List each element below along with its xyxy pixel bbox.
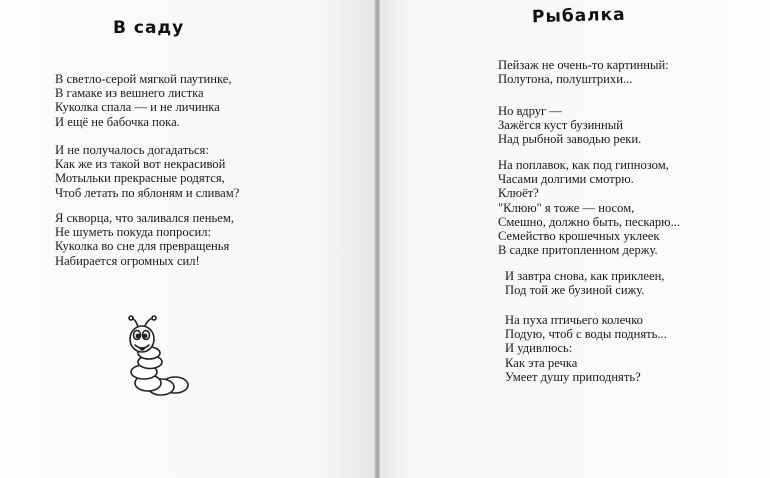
poem-line: И ещё не бабочка пока.: [55, 114, 180, 129]
poem-line: Семейство крошечных уклеек: [498, 229, 660, 244]
poem-line: Не шуметь покуда попросил:: [55, 225, 212, 240]
poem-line: Как эта речка: [505, 355, 578, 370]
poem-line: И удивлюсь:: [505, 341, 573, 356]
poem-line: В садке притопленном держу.: [498, 243, 658, 258]
poem-title-right: Рыбалка: [531, 4, 626, 28]
poem-line: Куколка во сне для превращенья: [55, 239, 230, 254]
caterpillar-illustration: [118, 315, 198, 400]
stanza-right-4: [505, 269, 664, 297]
poem-line: Смешно, должно быть, пескарю...: [498, 214, 681, 229]
stanza-right-2: [498, 104, 641, 147]
poem-line: В светло-серой мягкой паутинке,: [55, 72, 232, 86]
poem-line: Как же из такой вот некрасивой: [55, 157, 226, 172]
poem-line: "Клюю" я тоже — носом,: [498, 200, 635, 215]
stanza-right-5: [505, 313, 667, 384]
stanza-left-3: [55, 211, 234, 268]
poem-line: Куколка спала — и не личинка: [55, 100, 220, 115]
poem-line: Полутона, полуштрихи...: [498, 72, 633, 87]
poem-line: На поплавок, как под гипнозом,: [498, 158, 669, 172]
poem-line: Зажёгся куст бузинный: [498, 118, 623, 133]
poem-line: Набирается огромных сил!: [55, 253, 200, 268]
stanza-right-1: [498, 58, 669, 86]
poem-line: Умеет душу приподнять?: [505, 369, 641, 384]
poem-line: И завтра снова, как приклеен,: [505, 269, 665, 283]
poem-line: Подую, чтоб с воды поднять...: [505, 327, 667, 342]
poem-line: В гамаке из вешнего листка: [55, 86, 204, 101]
stanza-left-2: [55, 143, 239, 200]
left-page: [0, 0, 376, 478]
poem-line: И не получалось догадаться:: [55, 143, 209, 157]
poem-line: Под той же бузиной сижу.: [505, 283, 645, 298]
poem-line: Чтоб летать по яблоням и сливам?: [55, 185, 240, 200]
poem-line: Я скворца, что заливался пеньем,: [55, 211, 234, 225]
poem-line: Часами долгими смотрю.: [498, 172, 634, 187]
poem-line: Пейзаж не очень-то картинный:: [498, 58, 669, 72]
poem-line: Над рыбной заводью реки.: [498, 132, 642, 147]
poem-line: Клюёт?: [498, 186, 539, 201]
poem-line: На пуха птичьего колечко: [505, 313, 643, 327]
poem-title-left: В саду: [113, 18, 185, 38]
stanza-right-3: [498, 158, 680, 257]
stanza-left-1: [55, 72, 231, 129]
poem-line: Мотыльки прекрасные родятся,: [55, 171, 225, 186]
poem-line: Но вдруг —: [498, 104, 562, 118]
